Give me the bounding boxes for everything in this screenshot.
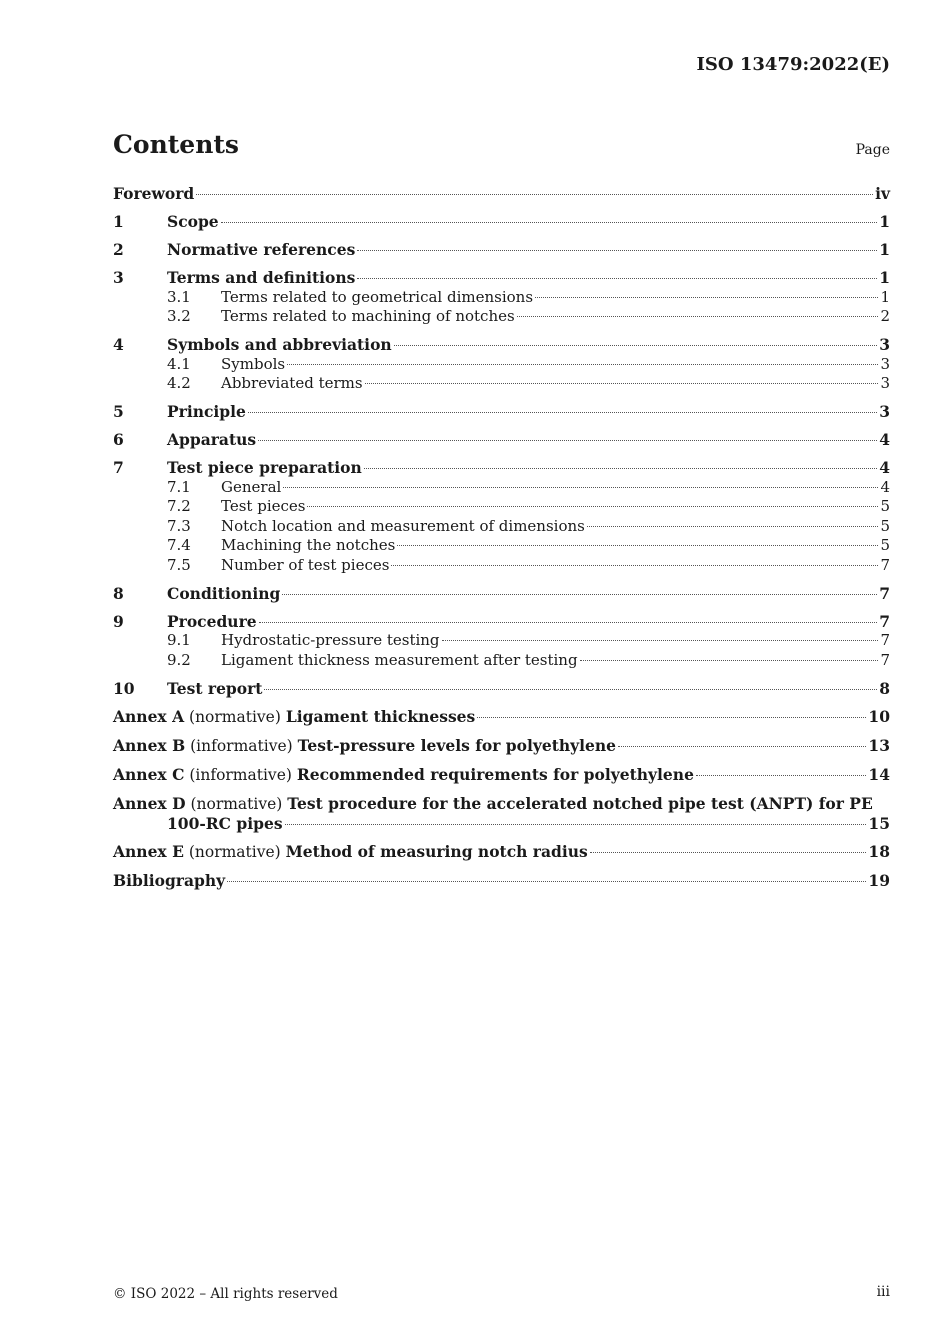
- toc-label: Abbreviated terms: [221, 374, 363, 392]
- page-title: Contents: [113, 130, 240, 159]
- toc-entry-annex[interactable]: [113, 765, 890, 786]
- leader-dots: [391, 565, 878, 566]
- annex-name: Annex C: [113, 764, 185, 784]
- toc-page: 5: [880, 516, 890, 535]
- toc-foreword: [113, 184, 890, 204]
- toc-entry[interactable]: [113, 402, 890, 422]
- leader-dots: [264, 689, 877, 690]
- toc-number: 4.2: [167, 374, 191, 392]
- toc-entry-foreword[interactable]: [113, 184, 890, 204]
- toc-page: 1: [879, 212, 890, 231]
- toc-label: Method of measuring notch radius: [285, 842, 588, 861]
- toc-entry-annex[interactable]: [113, 842, 890, 863]
- leader-dots: [196, 194, 873, 195]
- toc-subentry[interactable]: [113, 517, 890, 537]
- document-id: ISO 13479:2022(E): [696, 54, 890, 75]
- toc-entry-annex-line2: [113, 814, 890, 834]
- toc-label: Foreword: [113, 184, 195, 203]
- toc-number: 7.2: [167, 497, 191, 515]
- toc-number: 3.1: [167, 287, 191, 306]
- toc-page: 4: [879, 458, 890, 477]
- toc-entry[interactable]: [113, 268, 890, 288]
- toc-page: 10: [868, 706, 890, 726]
- toc-annex-d[interactable]: [113, 794, 890, 834]
- toc-page: 15: [868, 814, 890, 833]
- toc-page: 7: [879, 611, 890, 631]
- toc-label: Terms related to machining of notches: [221, 307, 515, 325]
- toc-entry-annex-line1: [113, 794, 890, 815]
- toc-label: Number of test pieces: [221, 555, 390, 574]
- toc-subentry[interactable]: [113, 374, 890, 394]
- toc-label: Procedure: [167, 611, 257, 631]
- toc-label: Recommended requirements for polyethylene: [296, 764, 694, 784]
- toc-section-3: [113, 268, 890, 327]
- toc-page: 5: [880, 536, 890, 554]
- toc-label: Apparatus: [167, 430, 257, 449]
- toc-page: 3: [880, 354, 890, 373]
- toc-section-5: [113, 402, 890, 422]
- toc-number: 9: [113, 611, 124, 631]
- annex-type: (informative): [190, 736, 293, 755]
- toc-page: 19: [868, 871, 890, 890]
- toc-number: 9.1: [167, 631, 191, 649]
- annex-name: Annex D: [113, 793, 186, 813]
- toc-subentry[interactable]: [113, 307, 890, 327]
- toc-label: Terms and definitions: [167, 268, 356, 287]
- toc-page: 3: [880, 374, 890, 392]
- toc-section-1: [113, 212, 890, 232]
- toc-subentry[interactable]: [113, 536, 890, 556]
- toc-number: 9.2: [167, 650, 191, 669]
- leader-dots: [397, 545, 878, 546]
- toc-section-7: [113, 458, 890, 575]
- leader-dots: [517, 316, 879, 317]
- leader-dots: [221, 222, 878, 223]
- toc-label: Conditioning: [167, 583, 281, 603]
- toc-page: 7: [880, 631, 890, 649]
- toc-label: Test piece preparation: [167, 458, 362, 477]
- leader-dots: [283, 487, 878, 488]
- leader-dots: [477, 717, 866, 718]
- leader-dots: [442, 640, 879, 641]
- toc-label: Symbols: [221, 354, 286, 373]
- toc-page: 18: [868, 842, 890, 861]
- toc-bibliography: [113, 871, 890, 891]
- toc-page: 4: [880, 477, 890, 496]
- leader-dots: [258, 440, 877, 441]
- toc-page: 13: [868, 735, 890, 755]
- toc-page: 7: [879, 583, 890, 603]
- toc-section-9: [113, 612, 890, 671]
- toc-label: Normative references: [167, 240, 356, 259]
- toc-subentry[interactable]: [113, 355, 890, 375]
- toc-label: Notch location and measurement of dimensions: [221, 516, 585, 535]
- toc-subentry[interactable]: [113, 478, 890, 498]
- toc-entry[interactable]: [113, 240, 890, 260]
- toc-entry-bibliography[interactable]: [113, 871, 890, 891]
- toc-annex-b: [113, 736, 890, 757]
- toc-number: 7.4: [167, 536, 191, 554]
- toc-entry-annex[interactable]: [113, 736, 890, 757]
- toc-section-8: [113, 584, 890, 604]
- toc-number: 8: [113, 583, 124, 603]
- toc-entry[interactable]: [113, 679, 890, 699]
- toc-number: 1: [113, 212, 124, 231]
- annex-name: Annex B: [113, 735, 186, 755]
- toc-number: 7.5: [167, 555, 191, 574]
- toc-entry[interactable]: [113, 212, 890, 232]
- leader-dots: [259, 622, 878, 623]
- leader-dots: [535, 297, 878, 298]
- toc-page: 1: [880, 287, 890, 306]
- leader-dots: [227, 881, 866, 882]
- toc-number: 7.1: [167, 477, 191, 496]
- toc-number: 7: [113, 458, 124, 477]
- toc-subentry[interactable]: [113, 497, 890, 517]
- leader-dots: [590, 852, 867, 853]
- toc-entry[interactable]: [113, 458, 890, 478]
- toc-subentry[interactable]: [113, 631, 890, 651]
- toc-page: 7: [880, 650, 890, 669]
- leader-dots: [248, 412, 877, 413]
- toc-page: 3: [879, 402, 890, 421]
- annex-type: (informative): [189, 765, 292, 784]
- toc-label: Scope: [167, 212, 219, 231]
- toc-number: 4: [113, 335, 124, 354]
- toc-label: Hydrostatic-pressure testing: [221, 631, 440, 649]
- leader-dots: [357, 278, 877, 279]
- leader-dots: [394, 345, 878, 346]
- toc-label: Test report: [167, 678, 263, 698]
- toc-entry-annex[interactable]: [113, 707, 890, 728]
- toc-number: 3.2: [167, 307, 191, 325]
- table-of-contents: [113, 184, 890, 891]
- toc-number: 2: [113, 240, 124, 259]
- page-number: iii: [876, 1284, 890, 1300]
- toc-annex-a: [113, 707, 890, 728]
- toc-page: 5: [880, 497, 890, 515]
- toc-page: 3: [879, 335, 890, 354]
- toc-label: Bibliography: [113, 871, 226, 890]
- toc-number: 6: [113, 430, 124, 449]
- toc-entry[interactable]: [113, 335, 890, 355]
- toc-number: 4.1: [167, 354, 191, 373]
- leader-dots: [307, 506, 878, 507]
- toc-label-continued: 100-RC pipes: [167, 814, 283, 833]
- toc-label: Ligament thicknesses: [285, 706, 476, 726]
- leader-dots: [287, 364, 878, 365]
- leader-dots: [364, 468, 877, 469]
- toc-section-2: [113, 240, 890, 260]
- toc-label: Machining the notches: [221, 536, 396, 554]
- toc-section-4: [113, 335, 890, 394]
- leader-dots: [282, 594, 877, 595]
- toc-page: 4: [879, 430, 890, 449]
- toc-number: 3: [113, 268, 124, 287]
- toc-label: Symbols and abbreviation: [167, 335, 392, 354]
- toc-annex-e: [113, 842, 890, 863]
- toc-annex-c: [113, 765, 890, 786]
- toc-label: Terms related to geometrical dimensions: [221, 287, 534, 306]
- toc-subentry[interactable]: [113, 288, 890, 308]
- toc-page: 14: [868, 764, 890, 784]
- toc-page: 7: [880, 555, 890, 574]
- leader-dots: [365, 383, 879, 384]
- leader-dots: [285, 824, 867, 825]
- leader-dots: [587, 526, 879, 527]
- toc-page: 8: [879, 678, 890, 698]
- toc-section-10: [113, 679, 890, 699]
- leader-dots: [580, 660, 879, 661]
- toc-page: 2: [880, 307, 890, 325]
- toc-entry[interactable]: [113, 430, 890, 450]
- toc-number: 10: [113, 678, 135, 698]
- toc-label: Ligament thickness measurement after testing: [221, 650, 578, 669]
- annex-type: (normative): [189, 707, 281, 726]
- annex-name: Annex A: [113, 706, 185, 726]
- toc-subentry[interactable]: [113, 651, 890, 671]
- copyright-notice: © ISO 2022 – All rights reserved: [113, 1286, 338, 1302]
- toc-page: iv: [875, 184, 890, 203]
- toc-label: Test procedure for the accelerated notched pipe test (ANPT) for PE: [287, 793, 873, 813]
- toc-page: 1: [879, 268, 890, 287]
- toc-section-6: [113, 430, 890, 450]
- annex-type: (normative): [190, 794, 283, 813]
- toc-entry[interactable]: [113, 612, 890, 632]
- leader-dots: [696, 775, 866, 776]
- toc-label: Principle: [167, 402, 246, 421]
- toc-label: Test pieces: [221, 497, 306, 515]
- leader-dots: [618, 746, 866, 747]
- annex-name: Annex E: [113, 842, 184, 861]
- toc-number: 7.3: [167, 516, 191, 535]
- toc-subentry[interactable]: [113, 556, 890, 576]
- toc-entry[interactable]: [113, 584, 890, 604]
- leader-dots: [357, 250, 877, 251]
- toc-label: General: [221, 477, 282, 496]
- page-column-label: Page: [855, 142, 890, 158]
- toc-label: Test-pressure levels for polyethylene: [297, 735, 617, 755]
- toc-number: 5: [113, 402, 124, 421]
- annex-type: (normative): [188, 843, 281, 861]
- toc-page: 1: [879, 240, 890, 259]
